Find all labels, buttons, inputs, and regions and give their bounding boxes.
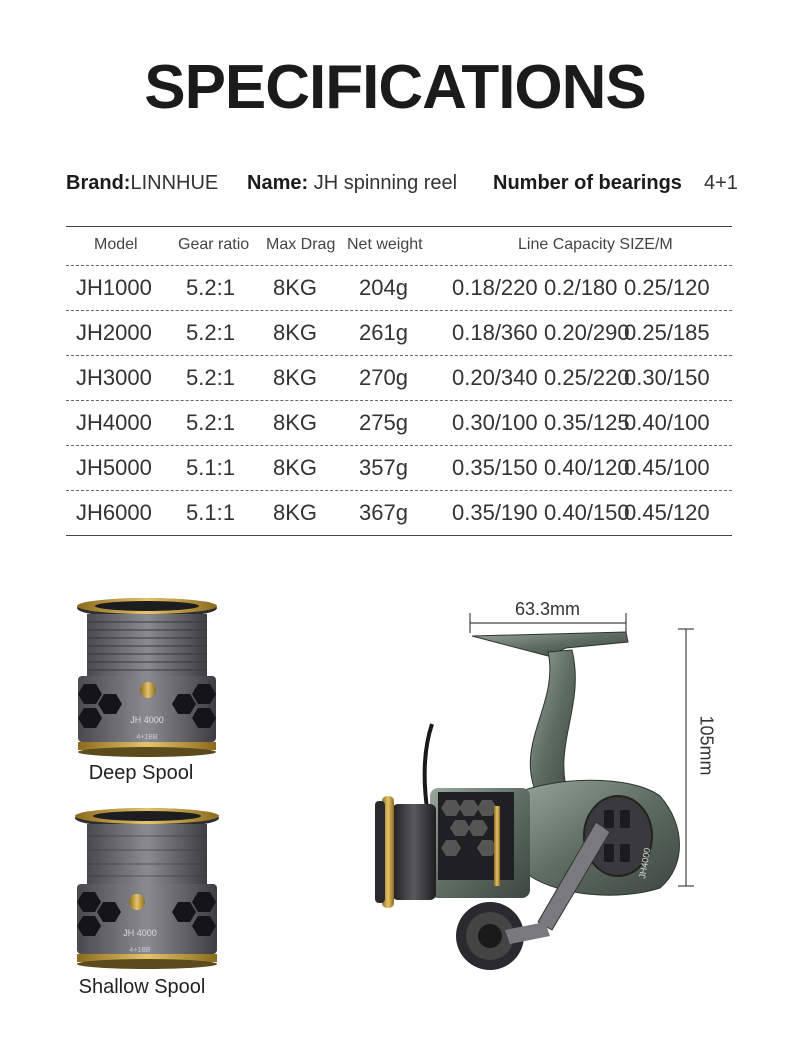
- table-cell-gear: 5.2:1: [186, 320, 235, 345]
- table-cell-cap3: 0.25/120: [624, 275, 710, 300]
- shallow-spool-caption: Shallow Spool: [78, 976, 206, 998]
- shallow-spool-image: [72, 806, 222, 972]
- name-info: [247, 172, 457, 195]
- table-cell-cap2: 0.25/220: [544, 365, 630, 390]
- table-cell-weight: 270g: [359, 365, 408, 390]
- table-row: [66, 445, 732, 490]
- bearings-value: 4+1: [704, 172, 738, 194]
- table-cell-cap2: 0.2/180: [544, 275, 618, 300]
- name-value: JH spinning reel: [308, 172, 458, 194]
- table-cell-model: JH5000: [76, 455, 152, 480]
- table-cell-cap1: 0.35/150: [452, 455, 538, 480]
- table-cell-cap3: 0.45/100: [624, 455, 710, 480]
- bearings-label: Number of bearings: [493, 172, 682, 194]
- table-cell-drag: 8KG: [273, 500, 318, 525]
- deep-spool-image: [74, 596, 220, 758]
- table-cell-drag: 8KG: [273, 410, 318, 435]
- brand-label: Brand:: [66, 172, 131, 194]
- table-cell-model: JH3000: [76, 365, 152, 390]
- table-cell-cap3: 0.40/100: [624, 410, 710, 435]
- spec-table: [66, 226, 732, 536]
- table-cell-cap2: 0.20/290: [544, 320, 630, 345]
- header-net-weight: Net weight: [347, 236, 423, 253]
- bearings-info: [493, 172, 682, 195]
- table-cell-cap3: 0.30/150: [624, 365, 710, 390]
- table-cell-weight: 367g: [359, 500, 408, 525]
- table-cell-cap2: 0.40/120: [544, 455, 630, 480]
- table-cell-gear: 5.1:1: [186, 455, 235, 480]
- brand-info: [66, 172, 218, 195]
- table-cell-gear: 5.2:1: [186, 275, 235, 300]
- table-row: [66, 265, 732, 310]
- table-cell-gear: 5.2:1: [186, 365, 235, 390]
- table-row: [66, 400, 732, 445]
- header-line-capacity: Line Capacity SIZE/M: [518, 236, 673, 253]
- table-cell-cap1: 0.18/360: [452, 320, 538, 345]
- height-dimension-label: 105mm: [696, 715, 717, 776]
- table-row: [66, 310, 732, 355]
- table-cell-model: JH1000: [76, 275, 152, 300]
- table-cell-cap1: 0.20/340: [452, 365, 538, 390]
- table-cell-weight: 275g: [359, 410, 408, 435]
- table-cell-weight: 261g: [359, 320, 408, 345]
- deep-spool-model-text: JH 4000: [130, 715, 164, 725]
- brand-value: LINNHUE: [130, 172, 219, 194]
- table-cell-cap3: 0.45/120: [624, 500, 710, 525]
- reel-body-text: JH4000: [637, 847, 653, 880]
- table-cell-model: JH2000: [76, 320, 152, 345]
- table-cell-model: JH4000: [76, 410, 152, 435]
- header-gear-ratio: Gear ratio: [178, 236, 250, 253]
- table-cell-gear: 5.1:1: [186, 500, 235, 525]
- table-cell-weight: 357g: [359, 455, 408, 480]
- table-cell-drag: 8KG: [273, 365, 318, 390]
- table-row: [66, 355, 732, 400]
- table-cell-model: JH6000: [76, 500, 152, 525]
- spinning-reel-image: [360, 596, 700, 976]
- table-cell-cap1: 0.35/190: [452, 500, 538, 525]
- table-cell-cap1: 0.18/220: [452, 275, 538, 300]
- table-cell-weight: 204g: [359, 275, 408, 300]
- header-model: Model: [94, 236, 138, 253]
- table-cell-cap2: 0.35/125: [544, 410, 630, 435]
- deep-spool-bearing-text: 4+1BB: [136, 734, 158, 741]
- width-dimension-label: 63.3mm: [515, 599, 581, 619]
- table-cell-drag: 8KG: [273, 455, 318, 480]
- info-row: [66, 172, 750, 198]
- shallow-spool-bearing-text: 4+1BB: [129, 947, 151, 954]
- table-cell-gear: 5.2:1: [186, 410, 235, 435]
- name-label: Name:: [247, 172, 309, 194]
- table-cell-cap2: 0.40/150: [544, 500, 630, 525]
- table-cell-cap3: 0.25/185: [624, 320, 710, 345]
- table-cell-drag: 8KG: [273, 275, 318, 300]
- table-cell-cap1: 0.30/100: [452, 410, 538, 435]
- table-header: [66, 227, 732, 265]
- header-max-drag: Max Drag: [266, 236, 336, 253]
- height-dimension-line: [678, 629, 694, 886]
- table-row: [66, 490, 732, 535]
- deep-spool-caption: Deep Spool: [88, 762, 194, 784]
- shallow-spool-model-text: JH 4000: [123, 928, 157, 938]
- page-title: SPECIFICATIONS: [144, 53, 646, 122]
- table-cell-drag: 8KG: [273, 320, 318, 345]
